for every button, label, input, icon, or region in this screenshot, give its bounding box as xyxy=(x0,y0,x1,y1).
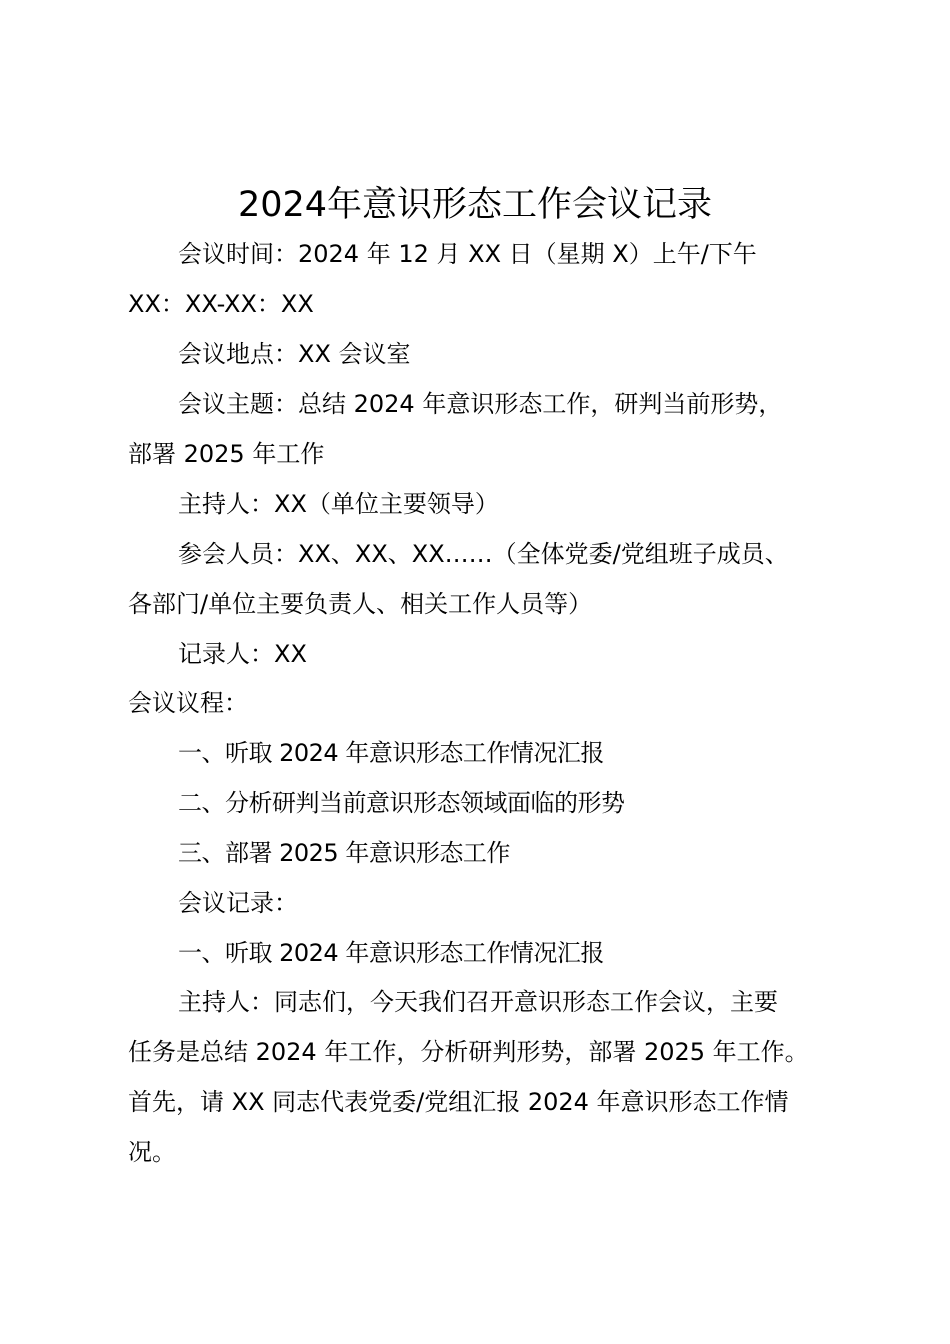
agenda-item-2: 二、分析研判当前意识形态领域面临的形势 xyxy=(178,789,625,817)
meeting-time-line2: XX：XX-XX：XX xyxy=(128,290,314,318)
minutes-paragraph-line4: 况。 xyxy=(128,1138,176,1166)
meeting-location: 会议地点：XX 会议室 xyxy=(178,340,411,368)
agenda-item-3: 三、部署 2025 年意识形态工作 xyxy=(178,839,510,867)
minutes-paragraph-line2: 任务是总结 2024 年工作，分析研判形势，部署 2025 年工作。 xyxy=(128,1038,809,1066)
minutes-paragraph-line3: 首先，请 XX 同志代表党委/党组汇报 2024 年意识形态工作情 xyxy=(128,1088,789,1116)
minutes-section-1-title: 一、听取 2024 年意识形态工作情况汇报 xyxy=(178,939,604,967)
minutes-paragraph-line1: 主持人：同志们，今天我们召开意识形态工作会议，主要 xyxy=(178,988,778,1016)
meeting-topic-line1: 会议主题：总结 2024 年意识形态工作，研判当前形势， xyxy=(178,390,783,418)
meeting-attendees-line1: 参会人员：XX、XX、XX……（全体党委/党组班子成员、 xyxy=(178,540,789,568)
agenda-heading: 会议议程： xyxy=(128,689,248,717)
meeting-time-line1: 会议时间：2024 年 12 月 XX 日（星期 X）上午/下午 xyxy=(178,240,757,268)
document-title: 2024年意识形态工作会议记录 xyxy=(237,185,713,225)
meeting-topic-line2: 部署 2025 年工作 xyxy=(128,440,325,468)
meeting-attendees-line2: 各部门/单位主要负责人、相关工作人员等） xyxy=(128,590,593,618)
meeting-recorder: 记录人：XX xyxy=(178,640,307,668)
agenda-item-1: 一、听取 2024 年意识形态工作情况汇报 xyxy=(178,739,604,767)
meeting-host: 主持人：XX（单位主要领导） xyxy=(178,490,499,518)
minutes-heading: 会议记录： xyxy=(178,889,298,917)
